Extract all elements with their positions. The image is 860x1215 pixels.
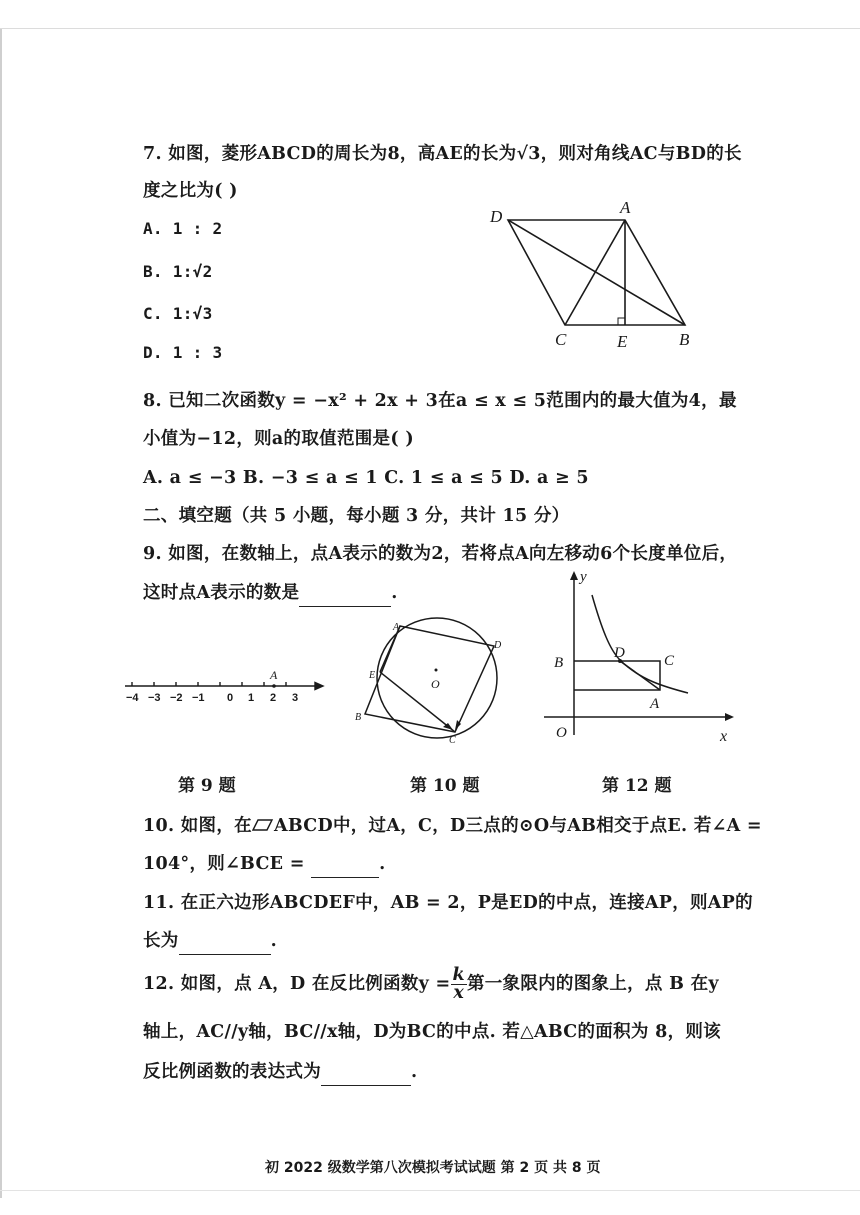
- q7-option-c: C. 1:√3: [143, 304, 213, 323]
- q10-label-d: D: [494, 640, 502, 651]
- tick-label-neg3: −3: [148, 692, 161, 704]
- q9-number-line-figure: [120, 665, 330, 715]
- q10-stem-pre: 10. 如图，在: [143, 816, 252, 836]
- parallelogram-icon: [252, 818, 274, 832]
- q10-label-b: B: [355, 712, 362, 723]
- q10-answer-blank[interactable]: [311, 855, 379, 878]
- q11-stem-line2: [143, 930, 277, 955]
- tick-label-0: 0: [227, 692, 234, 704]
- tick-label-2: 2: [270, 692, 277, 704]
- q12-stem-line1: [143, 964, 719, 1004]
- q12-stem-end: .: [411, 1062, 418, 1082]
- tick-label-1: 1: [248, 692, 255, 704]
- tick-label-neg1: −1: [192, 692, 205, 704]
- parallelogram-abcd: [365, 626, 494, 732]
- x-axis-arrow: [725, 713, 734, 721]
- q10-label-c: C: [449, 735, 456, 746]
- diagonal-bd: [508, 220, 685, 325]
- segment-ce: [380, 672, 455, 732]
- q10-stem-post: ABCD中，过A，C，D三点的⊙O与AB相交于点E. 若∠A =: [273, 816, 762, 836]
- q9-answer-blank[interactable]: [299, 584, 391, 607]
- q10-figure-caption: 第 10 题: [410, 776, 480, 796]
- q10-label-e: E: [369, 670, 376, 681]
- q9-stem-line1: 9. 如图，在数轴上，点A表示的数为2，若将点A向左移动6个长度单位后，: [143, 544, 738, 564]
- q12-label-x: x: [720, 728, 728, 745]
- page-edge-top: [0, 28, 860, 29]
- point-a-dot: [272, 684, 276, 688]
- q12-label-a: A: [650, 696, 660, 712]
- q12-stem-line2: 轴上，AC//y轴，BC//x轴，D为BC的中点. 若△ABC的面积为 8，则该: [143, 1022, 721, 1042]
- q12-stem-post: 第一象限内的图象上，点 B 在y: [466, 974, 719, 994]
- q10-stem-line1: [143, 815, 762, 837]
- q9-figure-caption: 第 9 题: [178, 776, 236, 796]
- diagonal-ac: [565, 220, 625, 325]
- q7-option-d: D. 1 : 3: [143, 343, 223, 362]
- q7-label-d: D: [490, 207, 503, 226]
- q8-options: A. a ≤ −3 B. −3 ≤ a ≤ 1 C. 1 ≤ a ≤ 5 D. a ≥ 5: [143, 468, 589, 488]
- q10-stem-end: .: [379, 854, 386, 874]
- q7-label-c: C: [555, 330, 567, 349]
- q9-stem-end: .: [391, 583, 398, 603]
- q12-label-b: B: [554, 655, 564, 671]
- q12-label-d: D: [614, 645, 625, 661]
- q7-stem-line2: 度之比为( ): [143, 181, 238, 201]
- q11-stem-end: .: [270, 931, 278, 951]
- q12-label-c: C: [664, 653, 675, 669]
- q9-stem-text: 这时点A表示的数是: [143, 583, 300, 603]
- q10-stem-text: 104°，则∠BCE =: [143, 854, 305, 874]
- q7-label-b: B: [679, 330, 690, 349]
- q12-fraction-k-over-x: [451, 967, 467, 1002]
- hyperbola-curve: [592, 595, 688, 693]
- section-2-heading: 二、填空题（共 5 小题，每小题 3 分，共计 15 分）: [143, 506, 570, 526]
- right-angle-mark: [618, 318, 625, 325]
- q7-label-a: A: [620, 198, 631, 217]
- q10-label-o: O: [431, 677, 440, 691]
- q8-stem-line1: 8. 已知二次函数y = −x² + 2x + 3在a ≤ x ≤ 5范围内的最大值为4，最: [143, 391, 737, 411]
- q11-stem-text: 长为: [143, 931, 179, 951]
- page-edge-bottom: [0, 1190, 860, 1191]
- q9-stem-line2: [143, 582, 398, 607]
- q7-stem-line1: 7. 如图，菱形ABCD的周长为8，高AE的长为√3，则对角线AC与BD的长: [143, 144, 742, 164]
- q10-stem-line2: [143, 853, 386, 878]
- q12-graph-figure: [540, 565, 740, 750]
- q11-stem-line1: 11. 在正六边形ABCDEF中，AB = 2，P是ED的中点，连接AP，则AP的: [143, 893, 753, 913]
- q12-label-o: O: [556, 725, 567, 741]
- q7-rhombus-figure: [480, 195, 710, 355]
- q11-answer-blank[interactable]: [179, 932, 271, 955]
- q9-point-a-label: A: [270, 668, 278, 682]
- rect-bc-ca: [574, 661, 660, 690]
- segment-da: [620, 661, 660, 690]
- page-edge-left: [0, 28, 2, 1198]
- q12-stem-line3: [143, 1061, 417, 1086]
- q12-answer-blank[interactable]: [321, 1063, 411, 1086]
- page-footer: 初 2022 级数学第八次模拟考试试题 第 2 页 共 8 页: [265, 1160, 601, 1176]
- center-o-dot: [435, 669, 438, 672]
- q8-stem-line2: 小值为−12，则a的取值范围是( ): [143, 429, 414, 449]
- q12-stem-text: 反比例函数的表达式为: [143, 1062, 321, 1082]
- number-line-arrow: [315, 683, 323, 690]
- q7-option-a: A. 1 : 2: [143, 219, 223, 238]
- fraction-denominator: x: [453, 983, 465, 1003]
- tick-label-neg4: −4: [126, 692, 139, 704]
- q12-label-y: y: [580, 569, 587, 585]
- q7-label-e: E: [617, 332, 628, 351]
- q12-figure-caption: 第 12 题: [602, 776, 672, 796]
- q7-option-b: B. 1:√2: [143, 262, 213, 281]
- q10-label-a: A: [393, 622, 400, 633]
- q10-circle-figure: [345, 610, 520, 750]
- y-axis-arrow: [570, 571, 578, 580]
- tick-label-neg2: −2: [170, 692, 183, 704]
- fraction-numerator: k: [452, 965, 465, 985]
- q12-stem-pre: 12. 如图，点 A，D 在反比例函数y =: [143, 974, 451, 994]
- tick-label-3: 3: [292, 692, 299, 704]
